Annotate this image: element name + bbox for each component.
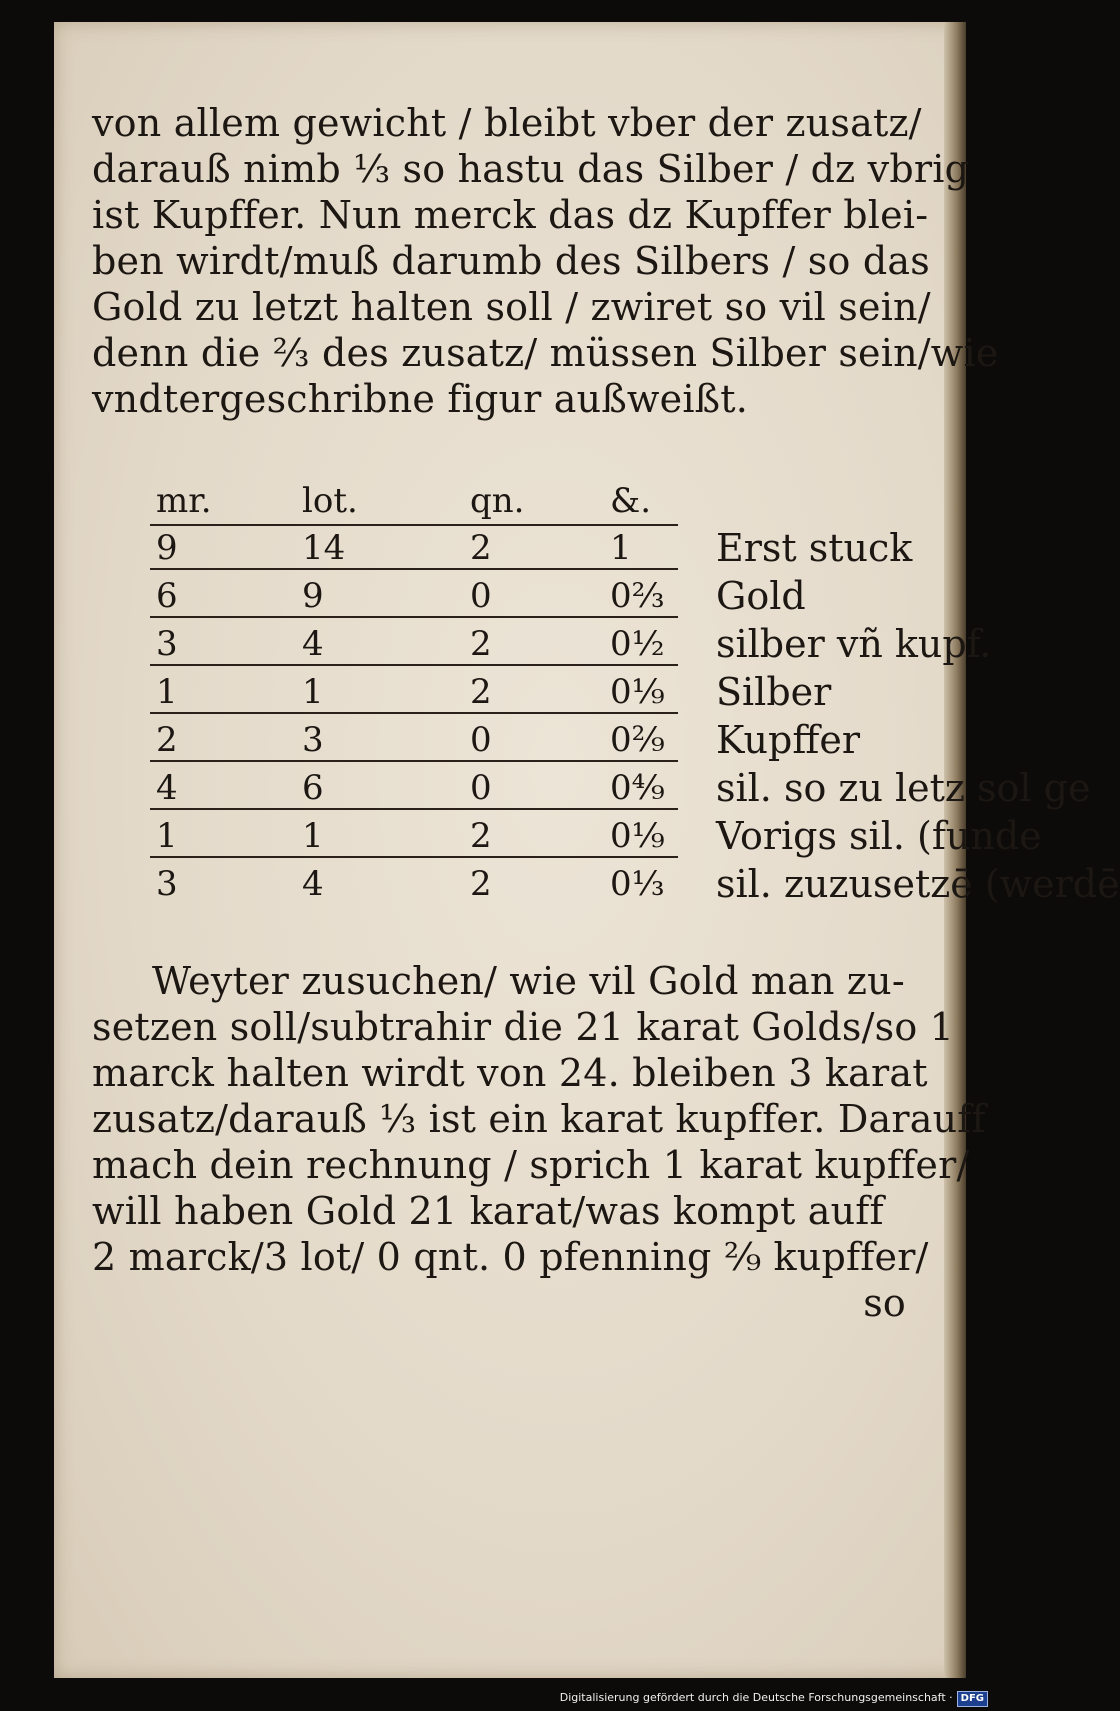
row-label: sil. zuzusetzē (werdē [716,862,1120,906]
text-line: setzen soll/subtrahir die 21 karat Golds/so 1 [92,1005,955,1049]
row-rule [150,712,678,714]
dfg-logo: DFG [957,1691,988,1707]
table-cell: 3 [156,624,178,664]
row-label: Kupffer [716,718,861,762]
row-label: sil. so zu letz sol ge [716,766,1091,810]
table-row [92,524,972,572]
table-cell: 9 [302,576,324,616]
text-line: will haben Gold 21 karat/was kompt auff [92,1189,884,1233]
table-cell: 0⁴⁄₉ [610,768,665,808]
table-cell: 2 [470,864,492,904]
table-cell: 0⅑ [610,672,665,712]
table-cell: 4 [302,624,324,664]
text-line: ben wirdt/muß darumb des Silbers / so das [92,239,930,283]
header-marck: mr. [156,481,212,521]
table-row [92,668,972,716]
row-label: Vorigs sil. (funde [716,814,1042,858]
text-line: marck halten wirdt von 24. bleiben 3 karat [92,1051,928,1095]
table-cell: 2 [470,816,492,856]
text-line: mach dein rechnung / sprich 1 karat kupffer/ [92,1143,970,1187]
table-cell: 0²⁄₉ [610,720,665,760]
text-line: Weyter zusuchen/ wie vil Gold man zu- [152,959,905,1003]
header-lot: lot. [302,481,358,521]
table-cell: 6 [302,768,324,808]
digitization-footer [560,1691,988,1707]
text-line: darauß nimb ⅓ so hastu das Silber / dz vbrig [92,147,970,191]
table-cell: 6 [156,576,178,616]
row-rule [150,524,678,526]
table-cell: 9 [156,528,178,568]
table-cell: 1 [610,528,632,568]
table-row [92,764,1091,812]
table-cell: 0 [470,720,492,760]
table-cell: 0 [470,768,492,808]
table-cell: 1 [156,672,178,712]
row-rule [150,760,678,762]
paragraph-2 [92,958,986,1326]
row-label: Erst stuck [716,526,913,570]
table-cell: 1 [302,672,324,712]
table-cell: 0⅔ [610,576,665,616]
table-cell: 0½ [610,624,665,664]
header-pfenning: &. [610,481,652,521]
table-cell: 4 [302,864,324,904]
table-cell: 2 [470,528,492,568]
text-line: vndtergeschribne figur außweißt. [92,377,749,421]
table-cell: 3 [156,864,178,904]
row-label: Gold [716,574,806,618]
table-row [92,860,1120,908]
text-line: Gold zu letzt halten soll / zwiret so vil sein/ [92,285,931,329]
table-cell: 2 [470,672,492,712]
text-line: zusatz/darauß ⅓ ist ein karat kupffer. Darauff [92,1097,986,1141]
table-cell: 3 [302,720,324,760]
text-line: von allem gewicht / bleibt vber der zusatz/ [92,101,922,145]
row-label: silber vñ kupf. [716,622,992,666]
row-rule [150,616,678,618]
row-rule [150,568,678,570]
table-cell: 0⅑ [610,816,665,856]
paragraph-1 [92,100,999,422]
table-cell: 2 [470,624,492,664]
table-cell: 0 [470,576,492,616]
table-cell: 1 [156,816,178,856]
text-line: ist Kupffer. Nun merck das dz Kupffer blei- [92,193,929,237]
calculation-table [92,478,1120,908]
table-row [92,812,1042,860]
table-header [92,478,972,524]
header-quint: qn. [470,481,525,521]
text-line: 2 marck/3 lot/ 0 qnt. 0 pfenning ²⁄₉ kupffer/ [92,1235,929,1279]
row-rule [150,856,678,858]
text-line: denn die ⅔ des zusatz/ müssen Silber sein/wie [92,331,999,375]
table-cell: 0⅓ [610,864,665,904]
table-cell: 14 [302,528,346,568]
table-cell: 2 [156,720,178,760]
table-row [92,620,992,668]
row-rule [150,664,678,666]
row-rule [150,808,678,810]
table-row [92,572,972,620]
footer-text: Digitalisierung gefördert durch die Deutsche Forschungsgemeinschaft · [559,1691,953,1704]
table-cell: 1 [302,816,324,856]
table-row [92,716,972,764]
table-cell: 4 [156,768,178,808]
row-label: Silber [716,670,832,714]
catchword: so [863,1281,906,1325]
